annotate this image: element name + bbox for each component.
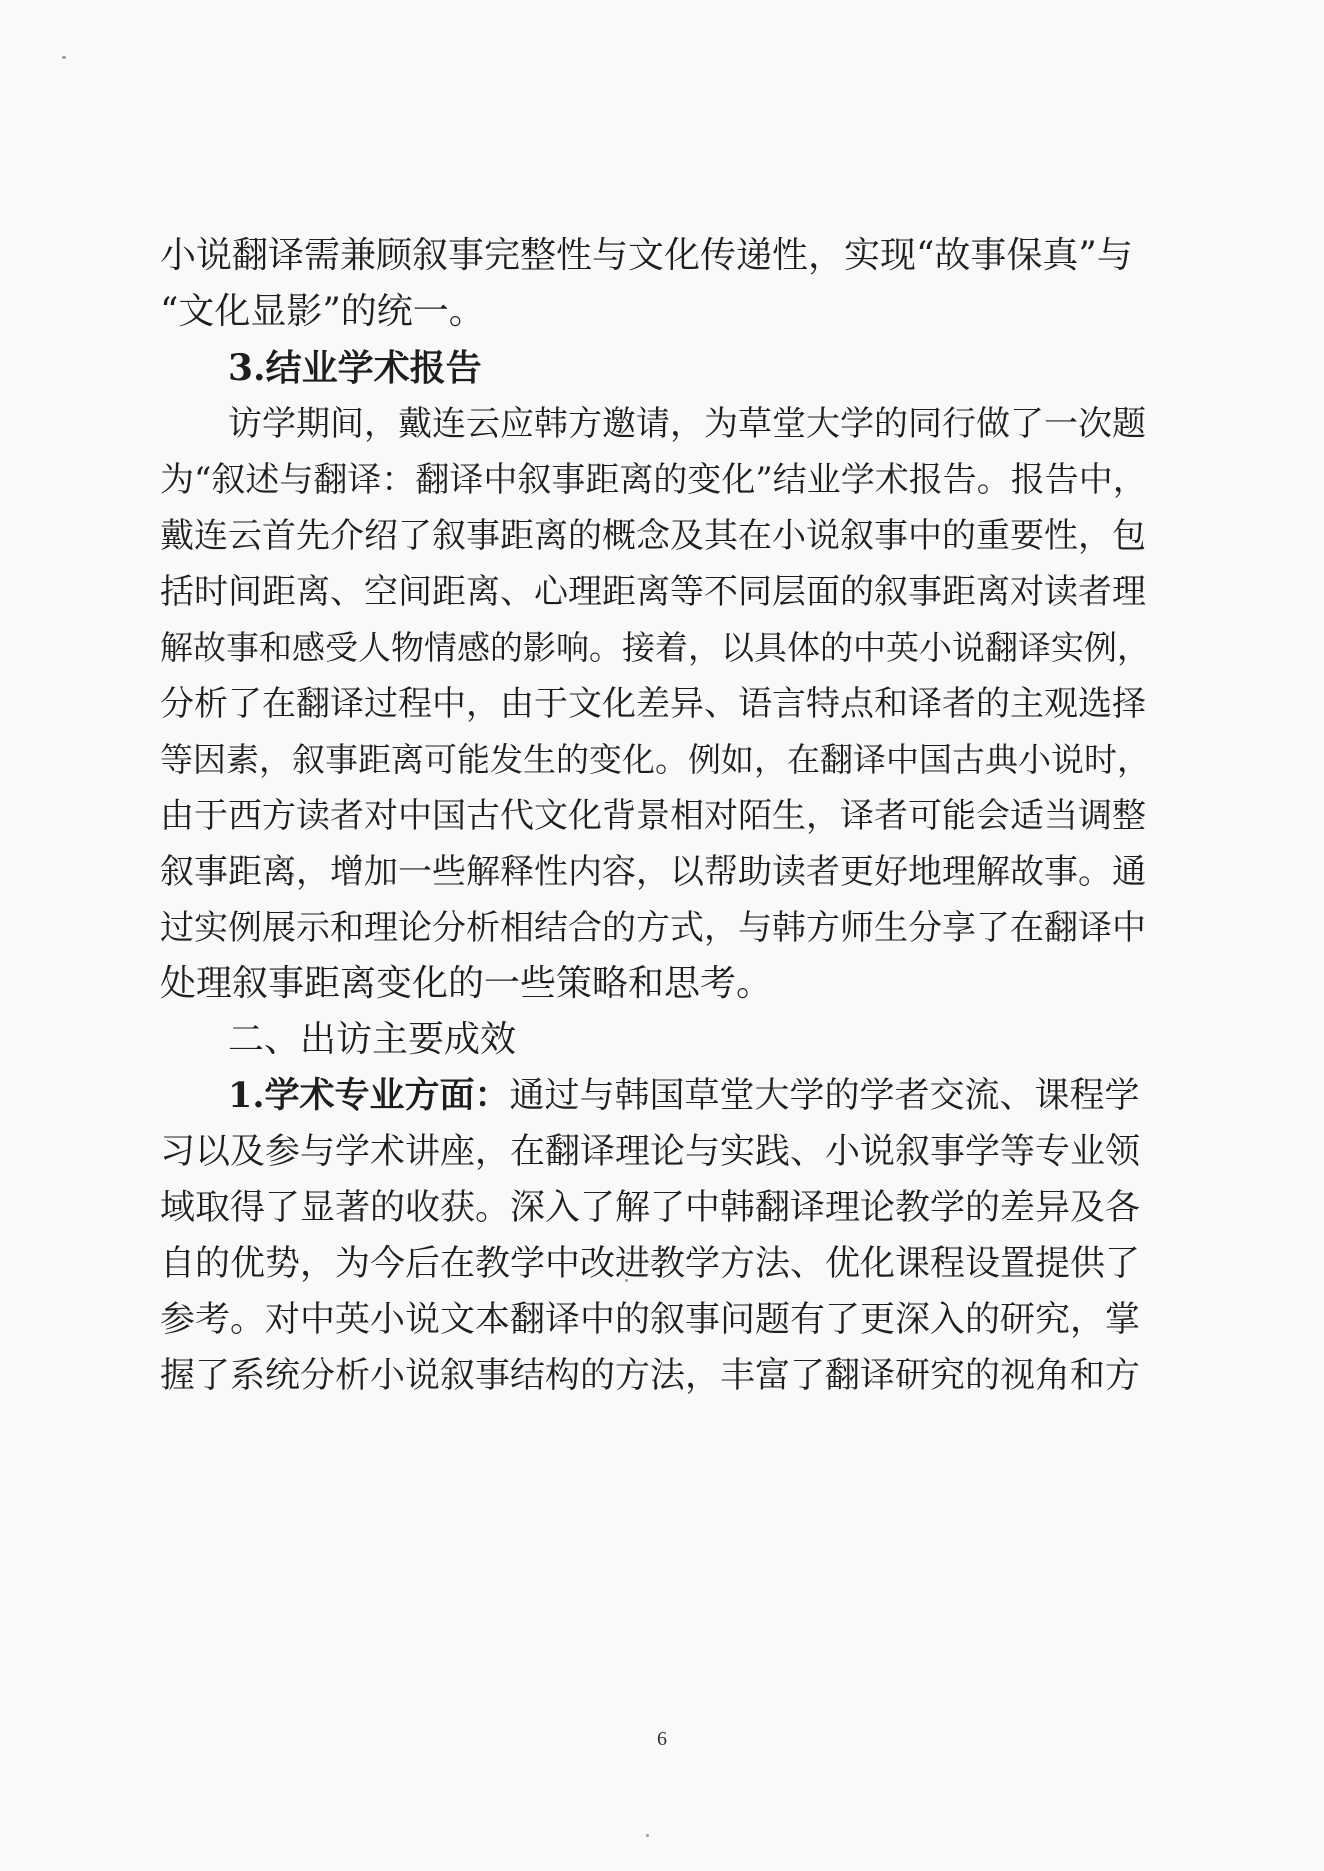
paragraph-line: “文化显影”的统一。	[160, 291, 485, 332]
paragraph-line: 域取得了显著的收获。深入了解了中韩翻译理论教学的差异及各	[160, 1188, 1141, 1228]
scan-speck	[646, 1834, 649, 1837]
paragraph-line: 戴连云首先介绍了叙事距离的概念及其在小说叙事中的重要性，包	[160, 516, 1146, 556]
paragraph-line: 由于西方读者对中国古代文化背景相对陌生，译者可能会适当调整	[160, 796, 1146, 836]
paragraph-line: 括时间距离、空间距离、心理距离等不同层面的叙事距离对读者理	[160, 572, 1146, 612]
paragraph-line: 自的优势，为今后在教学中改进教学方法、优化课程设置提供了	[160, 1244, 1141, 1284]
paragraph-line: 为“叙述与翻译：翻译中叙事距离的变化”结业学术报告。报告中，	[160, 460, 1147, 500]
section-heading: 3.结业学术报告	[228, 347, 482, 389]
paragraph-line: 参考。对中英小说文本翻译中的叙事问题有了更深入的研究，掌	[160, 1300, 1141, 1340]
page-number: 6	[657, 1728, 667, 1750]
paragraph-line: 叙事距离，增加一些解释性内容，以帮助读者更好地理解故事。通	[160, 852, 1146, 892]
paragraph-line: 小说翻译需兼顾叙事完整性与文化传递性，实现“故事保真”与	[160, 235, 1133, 276]
paragraph-first-line	[228, 1068, 1140, 1124]
paragraph-line-text: 通过与韩国草堂大学的学者交流、课程学	[509, 1076, 1140, 1116]
paragraph-line: 访学期间，戴连云应韩方邀请，为草堂大学的同行做了一次题	[228, 404, 1146, 444]
scan-speck	[62, 56, 66, 59]
paragraph-line: 握了系统分析小说叙事结构的方法，丰富了翻译研究的视角和方	[160, 1356, 1141, 1396]
paragraph-line: 等因素，叙事距离可能发生的变化。例如，在翻译中国古典小说时，	[160, 740, 1150, 779]
section-heading: 二、出访主要成效	[228, 1019, 517, 1060]
subsection-heading: 1.学术专业方面：	[228, 1075, 510, 1116]
paragraph-line: 处理叙事距离变化的一些策略和思考。	[160, 963, 773, 1004]
paragraph-line: 习以及参与学术讲座，在翻译理论与实践、小说叙事学等专业领	[160, 1132, 1141, 1172]
paragraph-line: 过实例展示和理论分析相结合的方式，与韩方师生分享了在翻译中	[160, 908, 1146, 948]
paragraph-line: 解故事和感受人物情感的影响。接着，以具体的中英小说翻译实例，	[160, 628, 1150, 667]
paragraph-line: 分析了在翻译过程中，由于文化差异、语言特点和译者的主观选择	[160, 684, 1146, 724]
